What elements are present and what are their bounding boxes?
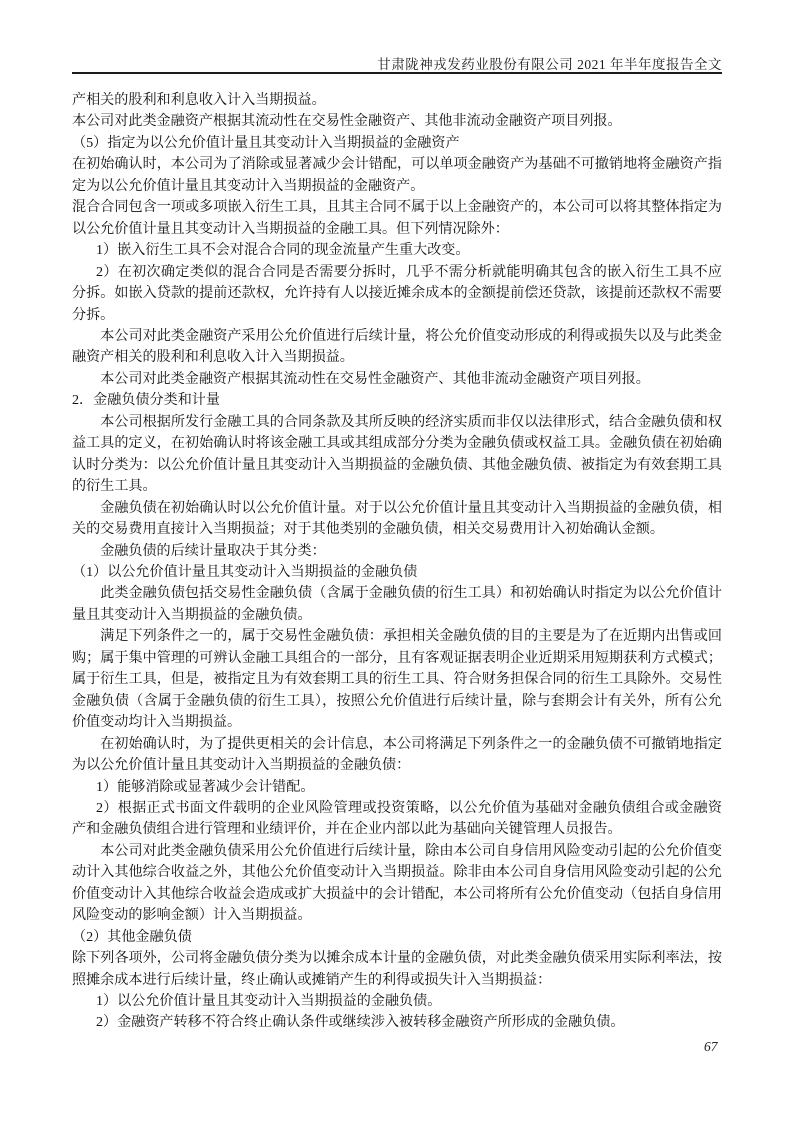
paragraph: 此类金融负债包括交易性金融负债（含属于金融负债的衍生工具）和初始确认时指定为以公允价值计量且其变动计入当期损益的金融负债。 bbox=[72, 585, 722, 623]
header-rule bbox=[72, 72, 722, 74]
list-item: 2）在初次确定类似的混合合同是否需要分拆时，几乎不需分析就能明确其包含的嵌入衍生工具不应分拆。如嵌入贷款的提前还款权，允许持有人以接近摊余成本的金额提前偿还贷款，该提前还款权不需要分拆。 bbox=[72, 263, 722, 323]
paragraph: 金融负债在初始确认时以公允价值计量。对于以公允价值计量且其变动计入当期损益的金融负债，相关的交易费用直接计入当期损益；对于其他类别的金融负债，相关交易费用计入初始确认金额。 bbox=[72, 499, 722, 538]
section-heading: （2）其他金融负债 bbox=[72, 928, 192, 945]
document-body bbox=[72, 90, 722, 1034]
paragraph: 金融负债的后续计量取决于其分类： bbox=[100, 542, 326, 559]
paragraph: 在初始确认时，本公司为了消除或显著减少会计错配，可以单项金融资产为基础不可撤销地将金融资产指定为以公允价值计量且其变动计入当期损益的金融资产。 bbox=[72, 156, 722, 194]
paragraph: 混合合同包含一项或多项嵌入衍生工具，且其主合同不属于以上金融资产的，本公司可以将其整体指定为以公允价值计量且其变动计入当期损益的金融工具。但下列情况除外： bbox=[72, 199, 722, 237]
paragraph: 满足下列条件之一的，属于交易性金融负债：承担相关金融负债的目的主要是为了在近期内出售或回购；属于集中管理的可辨认金融工具组合的一部分，且有客观证据表明企业近期采用短期获利方式模式；属于衍生工具，但是，被指定且为有效套期工具的衍生工具、符合财务担保合同的衍生工具除外。交易性金融负债（含属于金融负债的衍生工具），按照公允价值进行后续计量，除与套期会计有关外，所有公允价值变动均计入当期损益。 bbox=[72, 628, 722, 731]
list-item: 1）能够消除或显著减少会计错配。 bbox=[96, 778, 315, 795]
paragraph: 本公司对此类金融资产根据其流动性在交易性金融资产、其他非流动金融资产项目列报。 bbox=[100, 370, 650, 387]
report-header-title: 甘肃陇神戎发药业股份有限公司 2021 年半年度报告全文 bbox=[377, 57, 722, 72]
section-heading: （5）指定为以公允价值计量且其变动计入当期损益的金融资产 bbox=[72, 134, 460, 151]
list-item: 1）嵌入衍生工具不会对混合合同的现金流量产生重大改变。 bbox=[96, 242, 470, 259]
paragraph: 本公司对此类金融资产采用公允价值进行后续计量，将公允价值变动形成的利得或损失以及与此类金融资产相关的股利和利息收入计入当期损益。 bbox=[72, 327, 722, 366]
page-number: 67 bbox=[704, 1039, 718, 1054]
list-item: 1）以公允价值计量且其变动计入当期损益的金融负债。 bbox=[96, 993, 442, 1010]
paragraph: 本公司对此类金融资产根据其流动性在交易性金融资产、其他非流动金融资产项目列报。 bbox=[72, 113, 622, 130]
paragraph: 在初始确认时，为了提供更相关的会计信息，本公司将满足下列条件之一的金融负债不可撤销地指定为以公允价值计量且其变动计入当期损益的金融负债： bbox=[72, 735, 722, 774]
paragraph: 除下列各项外，公司将金融负债分类为以摊余成本计量的金融负债，对此类金融负债采用实际利率法，按照摊余成本进行后续计量，终止确认或摊销产生的利得或损失计入当期损益： bbox=[72, 950, 722, 988]
section-heading: （1）以公允价值计量且其变动计入当期损益的金融负债 bbox=[72, 563, 418, 580]
paragraph: 本公司根据所发行金融工具的合同条款及其所反映的经济实质而非仅以法律形式，结合金融负债和权益工具的定义，在初始确认时将该金融工具或其组成部分分类为金融负债或权益工具。金融负债在初始确认时分类为：以公允价值计量且其变动计入当期损益的金融负债、其他金融负债、被指定为有效套期工具的衍生工具。 bbox=[72, 413, 722, 495]
list-item: 2）金融资产转移不符合终止确认条件或继续涉入被转移金融资产所形成的金融负债。 bbox=[96, 1014, 625, 1031]
section-heading: 2．金融负债分类和计量 bbox=[72, 392, 220, 409]
paragraph: 产相关的股利和利息收入计入当期损益。 bbox=[72, 92, 326, 108]
paragraph: 本公司对此类金融负债采用公允价值进行后续计量，除由本公司自身信用风险变动引起的公允价值变动计入其他综合收益之外，其他公允价值变动计入当期损益。除非由本公司自身信用风险变动引起的公允价值变动计入其他综合收益会造成或扩大损益中的会计错配，本公司将所有公允价值变动（包括自身信用风险变动的影响金额）计入当期损益。 bbox=[72, 842, 722, 924]
list-item: 2）根据正式书面文件载明的企业风险管理或投资策略，以公允价值为基础对金融负债组合或金融资产和金融负债组合进行管理和业绩评价，并在企业内部以此为基础向关键管理人员报告。 bbox=[72, 799, 722, 838]
